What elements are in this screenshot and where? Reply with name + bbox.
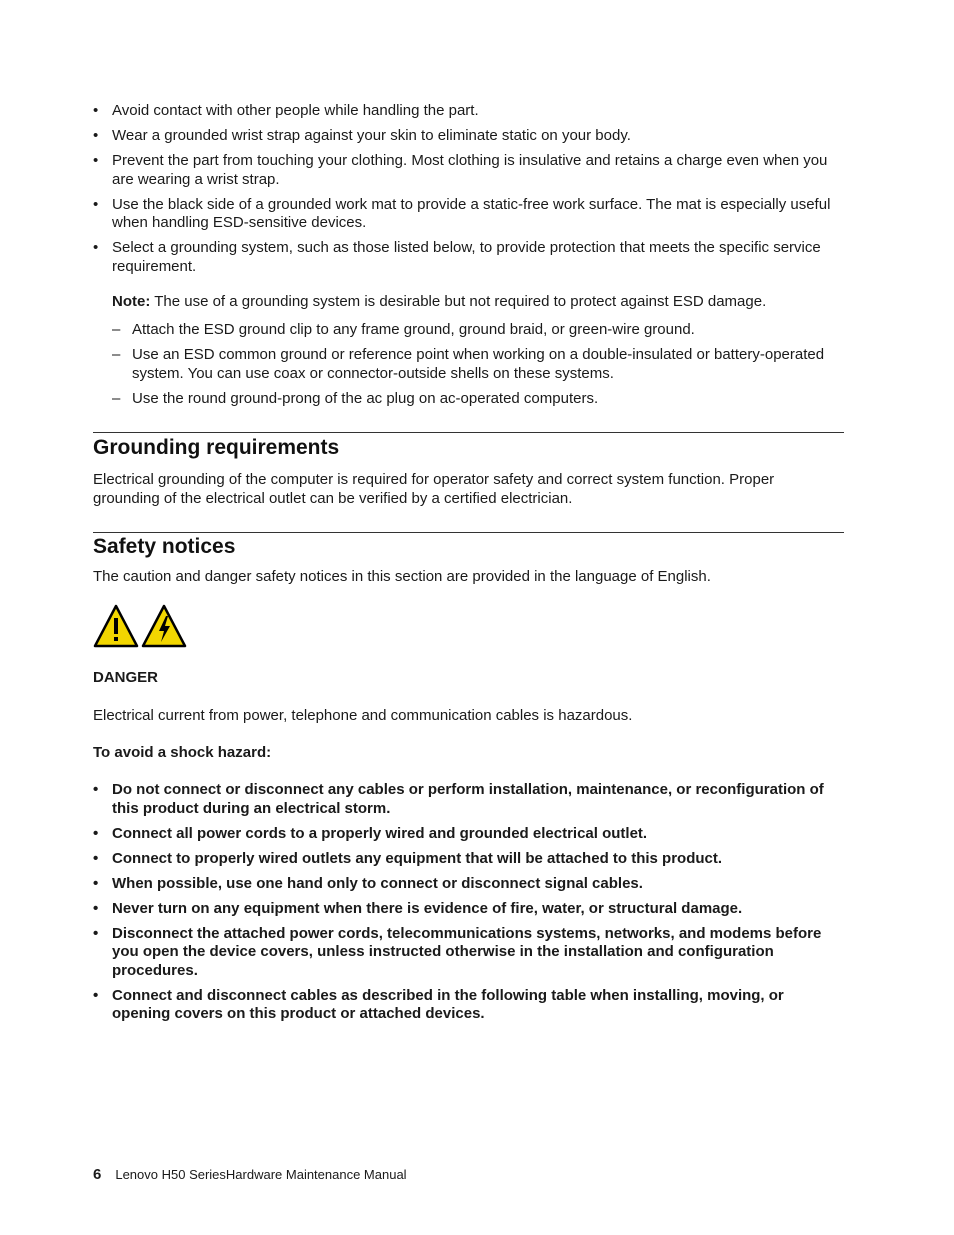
note-label: Note: [112, 293, 151, 310]
page-footer [93, 1166, 407, 1185]
grounding-heading: Grounding requirements [93, 436, 340, 459]
page-number: 6 [93, 1166, 102, 1183]
list-item: – Use an ESD common ground or reference point when working on a double-insulated or battery-operated system. You can use coax or connector-outside shells on these systems. [112, 346, 825, 382]
list-item: – Use the round ground-prong of the ac plug on ac-operated computers. [112, 389, 599, 407]
section-divider [93, 532, 844, 533]
list-item: • Select a grounding system, such as those listed below, to provide protection that meets the specific service requirement. [93, 239, 821, 275]
danger-paragraph: Electrical current from power, telephone and communication cables is hazardous. [93, 707, 633, 724]
note-text: The use of a grounding system is desirable but not required to protect against ESD damage. [150, 293, 767, 310]
list-item: • Connect and disconnect cables as described in the following table when installing, moving, or opening covers on this product or attached devices. [93, 986, 784, 1022]
exclamation-warning-icon [93, 604, 139, 648]
shock-hazard-list [93, 781, 845, 1030]
esd-precautions-list [93, 102, 845, 283]
warning-icons [93, 604, 189, 648]
section-divider [93, 432, 844, 433]
list-item: • Do not connect or disconnect any cables or perform installation, maintenance, or reconfiguration of this product during an electrical storm. [93, 781, 824, 817]
list-item: • Never turn on any equipment when there is evidence of fire, water, or structural damage. [93, 899, 743, 917]
footer-title: Lenovo H50 SeriesHardware Maintenance Manual [115, 1167, 407, 1182]
list-item: – Attach the ESD ground clip to any frame ground, ground braid, or green-wire ground. [112, 321, 695, 338]
danger-label: DANGER [93, 669, 159, 686]
list-item: • When possible, use one hand only to connect or disconnect signal cables. [93, 874, 643, 892]
list-item: • Disconnect the attached power cords, telecommunications systems, networks, and modems before you open the device covers, unless instructed otherwise in the installation and configuration procedures. [93, 924, 822, 979]
list-item: • Wear a grounded wrist strap against your skin to eliminate static on your body. [93, 127, 631, 144]
list-item: • Connect to properly wired outlets any equipment that will be attached to this product. [93, 849, 723, 867]
electric-shock-warning-icon [141, 604, 187, 648]
grounding-methods-list [112, 321, 845, 415]
grounding-paragraph: Electrical grounding of the computer is required for operator safety and correct system function. Proper grounding of the electrical outlet can be verified by a certified electrician. [93, 471, 775, 507]
grounding-note [112, 293, 845, 312]
list-item: • Use the black side of a grounded work mat to provide a static-free work surface. The mat is especially useful when handling ESD-sensitive devices. [93, 195, 831, 231]
safety-heading: Safety notices [93, 535, 236, 558]
list-item: • Avoid contact with other people while handling the part. [93, 102, 479, 119]
list-item: • Prevent the part from touching your clothing. Most clothing is insulative and retains a charge even when you are wearing a wrist strap. [93, 152, 828, 188]
list-item: • Connect all power cords to a properly wired and grounded electrical outlet. [93, 824, 648, 842]
shock-hazard-subheading: To avoid a shock hazard: [93, 744, 272, 761]
safety-paragraph: The caution and danger safety notices in this section are provided in the language of English. [93, 568, 711, 585]
